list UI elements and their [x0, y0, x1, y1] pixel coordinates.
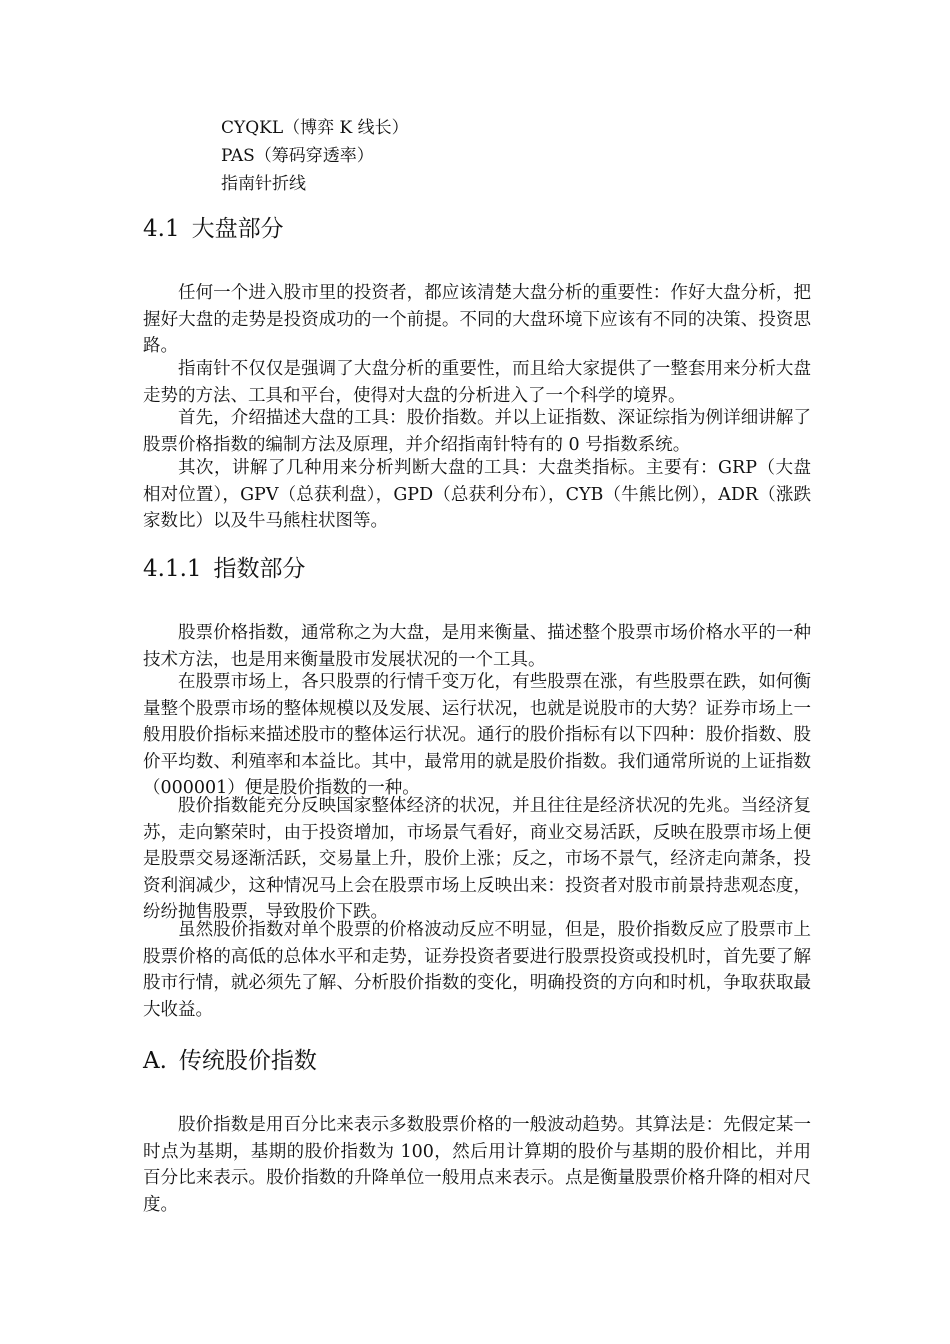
section-number: 4.1 — [143, 216, 180, 242]
section-heading-4-1-1 — [143, 554, 306, 584]
section-number: 4.1.1 — [143, 556, 202, 582]
section-title: 大盘部分 — [191, 216, 284, 242]
paragraph: 其次，讲解了几种用来分析判断大盘的工具：大盘类指标。主要有：GRP（大盘相对位置），GPV（总获利盘），GPD（总获利分布），CYB（牛熊比例），ADR（涨跌家数比）以及牛马熊柱状图等。 — [143, 458, 811, 531]
paragraph: 在股票市场上，各只股票的行情千变万化，有些股票在涨，有些股票在跌，如何衡量整个股票市场的整体规模以及发展、运行状况，也就是说股市的大势？证券市场上一般用股价指标来描述股市的整体运行状况。通行的股价指标有以下四种：股价指数、股价平均数、利殖率和本益比。其中，最常用的就是股价指数。我们通常所说的上证指数（000001）便是股价指数的一种。 — [143, 672, 811, 798]
list-item: PAS（筹码穿透率） — [221, 146, 374, 166]
paragraph: 任何一个进入股市里的投资者，都应该清楚大盘分析的重要性：作好大盘分析，把握好大盘的走势是投资成功的一个前提。不同的大盘环境下应该有不同的决策、投资思路。 — [143, 283, 811, 356]
section-heading-a — [143, 1046, 317, 1076]
section-title: 传统股价指数 — [178, 1048, 317, 1074]
paragraph: 指南针不仅仅是强调了大盘分析的重要性，而且给大家提供了一整套用来分析大盘走势的方法、工具和平台，使得对大盘的分析进入了一个科学的境界。 — [143, 359, 811, 406]
paragraph: 虽然股价指数对单个股票的价格波动反应不明显，但是，股价指数反应了股票市上股票价格的高低的总体水平和走势，证券投资者要进行股票投资或投机时，首先要了解股市行情，就必须先了解、分析股价指数的变化，明确投资的方向和时机，争取获取最大收益。 — [143, 920, 811, 1020]
list-item: 指南针折线 — [221, 174, 306, 194]
paragraph: 股票价格指数，通常称之为大盘，是用来衡量、描述整个股票市场价格水平的一种技术方法，也是用来衡量股市发展状况的一个工具。 — [143, 623, 811, 670]
section-heading-4-1 — [143, 214, 284, 244]
section-number: A. — [143, 1048, 167, 1074]
paragraph: 股价指数是用百分比来表示多数股票价格的一般波动趋势。其算法是：先假定某一时点为基期，基期的股价指数为 100，然后用计算期的股价与基期的股价相比，并用百分比来表示。股价指数的升降单位一般用点来表示。点是衡量股票价格升降的相对尺度。 — [143, 1115, 811, 1215]
section-title: 指数部分 — [213, 556, 306, 582]
list-item: CYQKL（博弈 K 线长） — [221, 118, 409, 138]
indicator-list — [221, 114, 409, 198]
paragraph: 首先，介绍描述大盘的工具：股价指数。并以上证指数、深证综指为例详细讲解了股票价格指数的编制方法及原理，并介绍指南针特有的 0 号指数系统。 — [143, 408, 811, 455]
paragraph: 股价指数能充分反映国家整体经济的状况，并且往往是经济状况的先兆。当经济复苏，走向繁荣时，由于投资增加，市场景气看好，商业交易活跃，反映在股票市场上便是股票交易逐渐活跃，交易量上升，股价上涨；反之，市场不景气，经济走向萧条，投资利润减少，这种情况马上会在股票市场上反映出来：投资者对股市前景持悲观态度，纷纷抛售股票，导致股价下跌。 — [143, 796, 811, 922]
